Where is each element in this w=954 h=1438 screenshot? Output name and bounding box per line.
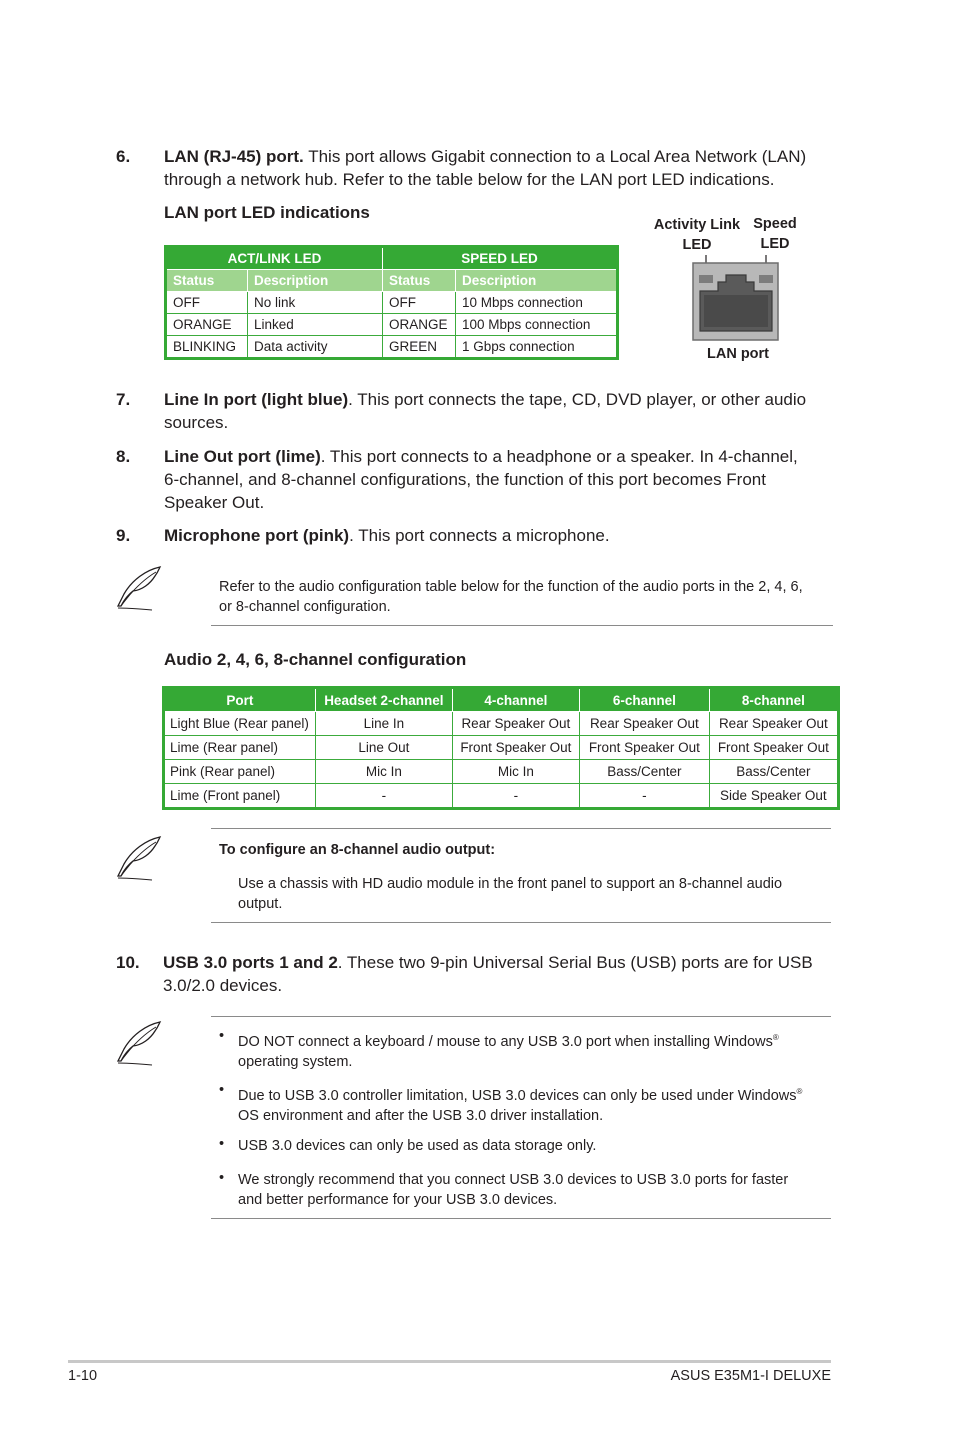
item-10-number: 10. (116, 953, 140, 972)
item-8-line3: Speaker Out. (164, 493, 265, 512)
feather-pen-icon (112, 1019, 164, 1067)
item-10-line1: . These two 9-pin Universal Serial Bus (USB) ports are for USB (337, 953, 813, 972)
note-3-bullet-4 (238, 1170, 788, 1210)
table-cell: GREEN (383, 336, 456, 359)
bullet-4-line2: and better performance for your USB 3.0 devices. (238, 1192, 558, 1208)
note-1-text (219, 577, 803, 617)
table-row (166, 314, 618, 336)
item-8-line2: 6-channel, and 8-channel configurations, the function of this port becomes Front (164, 470, 766, 489)
table-cell: No link (248, 292, 383, 314)
col-header-description: Description (248, 270, 383, 292)
registered-mark: ® (796, 1087, 803, 1096)
table-cell: Data activity (248, 336, 383, 359)
item-7-line2: sources. (164, 413, 229, 432)
bullet-4-line1: We strongly recommend that you connect USB 3.0 devices to USB 3.0 ports for faster (238, 1172, 789, 1188)
col-header-8ch: 8-channel (709, 688, 838, 712)
note-3-bullet-2 (238, 1082, 802, 1126)
table-cell: Linked (248, 314, 383, 336)
speed-label-line2: LED (760, 236, 790, 252)
item-7-title: Line In port (light blue) (164, 390, 349, 409)
table-cell: - (452, 784, 579, 809)
lan-port-label: LAN port (706, 346, 769, 362)
footer-divider (68, 1360, 831, 1363)
speed-label-line1: Speed (753, 216, 797, 232)
note-3-bullet-1 (238, 1028, 779, 1072)
bullet-marker: • (219, 1028, 225, 1044)
item-6-number: 6. (116, 147, 131, 166)
col-header-2ch: Headset 2-channel (315, 688, 452, 712)
item-7-line1: . This port connects the tape, CD, DVD player, or other audio (348, 390, 807, 409)
activity-link-label-line2: LED (682, 237, 712, 253)
table-cell: Rear Speaker Out (452, 712, 579, 736)
table-row (164, 784, 839, 809)
registered-mark: ® (772, 1033, 779, 1042)
col-header-4ch: 4-channel (452, 688, 579, 712)
note-1-line2: or 8-channel configuration. (219, 599, 391, 615)
item-9-title: Microphone port (pink) (164, 526, 350, 545)
item-9-number: 9. (116, 526, 131, 545)
table-cell: - (579, 784, 709, 809)
table-cell: Mic In (315, 760, 452, 784)
note-2-line2: output. (238, 896, 283, 912)
table-cell: Line In (315, 712, 452, 736)
table-cell: Front Speaker Out (452, 736, 579, 760)
item-10-title: USB 3.0 ports 1 and 2 (163, 953, 338, 972)
table-cell: Mic In (452, 760, 579, 784)
table-cell: - (315, 784, 452, 809)
bullet-marker: • (219, 1082, 225, 1098)
table-cell: OFF (383, 292, 456, 314)
table-cell: BLINKING (166, 336, 248, 359)
bullet-2-line2: OS environment and after the USB 3.0 driver installation. (238, 1107, 604, 1124)
table-row (166, 336, 618, 359)
table-cell: 10 Mbps connection (456, 292, 618, 314)
group-header-speed: SPEED LED (383, 247, 618, 270)
bullet-1-line2: operating system. (238, 1053, 353, 1070)
col-header-description: Description (456, 270, 618, 292)
activity-link-led-label (648, 215, 746, 255)
note-3-bullet-3: USB 3.0 devices can only be used as data storage only. (238, 1138, 597, 1154)
table-cell: Rear Speaker Out (709, 712, 838, 736)
table-cell: Bass/Center (579, 760, 709, 784)
activity-link-label-line1: Activity Link (653, 217, 741, 233)
bullet-1-line1: DO NOT connect a keyboard / mouse to any USB 3.0 port when installing Windows (238, 1033, 773, 1050)
table-header-row (164, 688, 839, 712)
bullet-2-line1: Due to USB 3.0 controller limitation, USB 3.0 devices can only be used under Windows (238, 1087, 797, 1104)
audio-config-table (162, 686, 840, 810)
item-7-number: 7. (116, 390, 131, 409)
product-name: ASUS E35M1-I DELUXE (670, 1368, 831, 1384)
group-header-actlink: ACT/LINK LED (166, 247, 383, 270)
note-2-title: To configure an 8-channel audio output: (219, 842, 496, 858)
table-cell: Lime (Rear panel) (164, 736, 316, 760)
item-10-line2: 3.0/2.0 devices. (163, 976, 283, 995)
table-cell: 100 Mbps connection (456, 314, 618, 336)
table-header-row (166, 247, 618, 270)
item-9-text (164, 524, 610, 547)
item-8-number: 8. (116, 447, 131, 466)
table-cell: Line Out (315, 736, 452, 760)
table-row (166, 292, 618, 314)
col-header-port: Port (164, 688, 316, 712)
lan-port-diagram (690, 255, 782, 343)
bullet-marker: • (219, 1136, 225, 1152)
table-cell: 1 Gbps connection (456, 336, 618, 359)
table-cell: OFF (166, 292, 248, 314)
item-10-text (163, 951, 813, 997)
item-6-text (164, 145, 806, 191)
page-number: 1-10 (68, 1368, 98, 1384)
table-cell: ORANGE (166, 314, 248, 336)
feather-pen-icon (112, 564, 164, 612)
table-row (164, 712, 839, 736)
table-row (164, 736, 839, 760)
col-header-status: Status (166, 270, 248, 292)
table-cell: Rear Speaker Out (579, 712, 709, 736)
lan-led-table (164, 245, 619, 360)
item-9-line1: . This port connects a microphone. (349, 526, 610, 545)
item-8-title: Line Out port (lime) (164, 447, 321, 466)
note-1-line1: Refer to the audio configuration table below for the function of the audio ports in the 2, 4, 6, (219, 579, 803, 595)
speed-led-icon (759, 275, 773, 283)
lan-led-heading: LAN port LED indications (164, 203, 370, 222)
rj45-socket-inner (704, 295, 768, 327)
col-header-6ch: 6-channel (579, 688, 709, 712)
activity-led-icon (699, 275, 713, 283)
table-row (164, 760, 839, 784)
table-cell: Pink (Rear panel) (164, 760, 316, 784)
table-cell: Bass/Center (709, 760, 838, 784)
note-2-line1: Use a chassis with HD audio module in the front panel to support an 8-channel audio (238, 876, 783, 892)
speed-led-label (746, 214, 804, 254)
table-cell: Front Speaker Out (709, 736, 838, 760)
table-subheader-row (166, 270, 618, 292)
table-cell: Side Speaker Out (709, 784, 838, 809)
item-6-title: LAN (RJ-45) port. (164, 147, 304, 166)
table-cell: Front Speaker Out (579, 736, 709, 760)
item-6-line2: through a network hub. Refer to the table below for the LAN port LED indications. (164, 170, 775, 189)
item-6-line1: This port allows Gigabit connection to a Local Area Network (LAN) (303, 147, 807, 166)
item-8-text (164, 445, 798, 514)
table-cell: Lime (Front panel) (164, 784, 316, 809)
audio-config-heading: Audio 2, 4, 6, 8-channel configuration (164, 650, 467, 669)
item-7-text (164, 388, 806, 434)
item-8-line1: . This port connects to a headphone or a speaker. In 4-channel, (320, 447, 798, 466)
bullet-marker: • (219, 1170, 225, 1186)
table-cell: ORANGE (383, 314, 456, 336)
note-2-text (238, 874, 782, 914)
col-header-status: Status (383, 270, 456, 292)
feather-pen-icon (112, 834, 164, 882)
table-cell: Light Blue (Rear panel) (164, 712, 316, 736)
